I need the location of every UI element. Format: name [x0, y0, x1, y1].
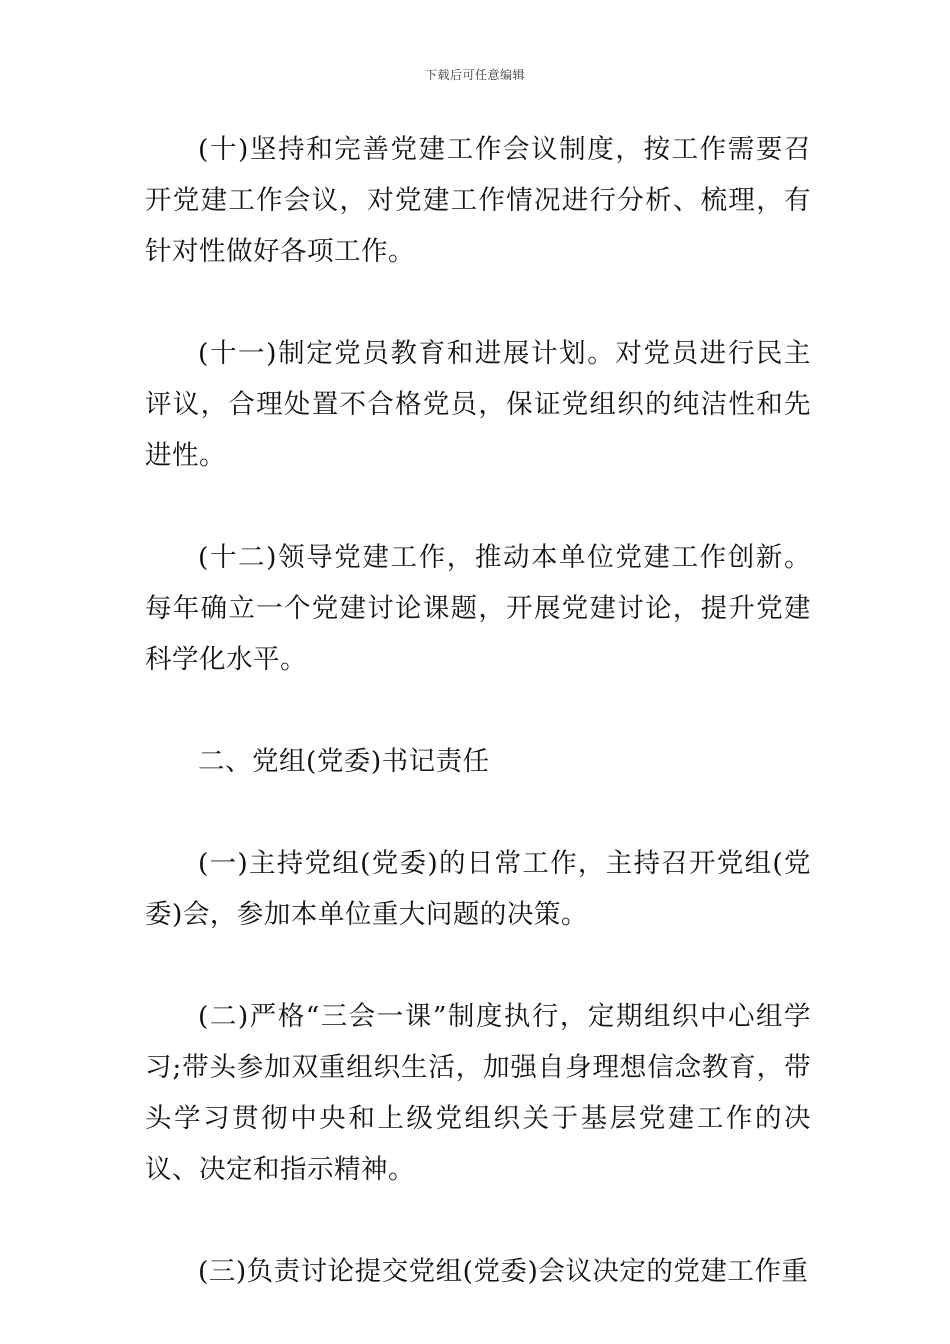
- paragraph-spacer: [145, 685, 811, 736]
- section-heading: 二、党组(党委)书记责任: [198, 746, 490, 777]
- paragraph-section2-item-1: (一)主持党组(党委)的日常工作，主持召开党组(党委)会，参加本单位重大问题的决策。: [145, 848, 811, 930]
- paragraph-item-11: (十一)制定党员教育和进展计划。对党员进行民主评议，合理处置不合格党员，保证党组织的纯洁性和先进性。: [145, 338, 811, 471]
- paragraph-spacer: [145, 481, 811, 532]
- page-header-note: 下载后可任意编辑: [424, 68, 525, 82]
- paragraph-section2-item-2: (二)严格“三会一课”制度执行，定期组织中心组学习;带头参加双重组织生活，加强自身理想信念教育，带头学习贯彻中央和上级党组织关于基层党建工作的决议、决定和指示精神。: [145, 1001, 811, 1185]
- paragraph-spacer: [145, 1195, 811, 1246]
- paragraph-spacer: [145, 277, 811, 328]
- paragraph-spacer: [145, 940, 811, 991]
- paragraph-item-12: (十二)领导党建工作，推动本单位党建工作创新。每年确立一个党建讨论课题，开展党建讨论，提升党建科学化水平。: [145, 542, 811, 675]
- paragraph-section2-item-3: (三)负责讨论提交党组(党委)会议决定的党建工作重: [198, 1256, 809, 1287]
- paragraph-spacer: [145, 787, 811, 838]
- document-body: [145, 124, 811, 1297]
- paragraph-item-10: (十)坚持和完善党建工作会议制度，按工作需要召开党建工作会议，对党建工作情况进行分析、梳理，有针对性做好各项工作。: [145, 134, 811, 267]
